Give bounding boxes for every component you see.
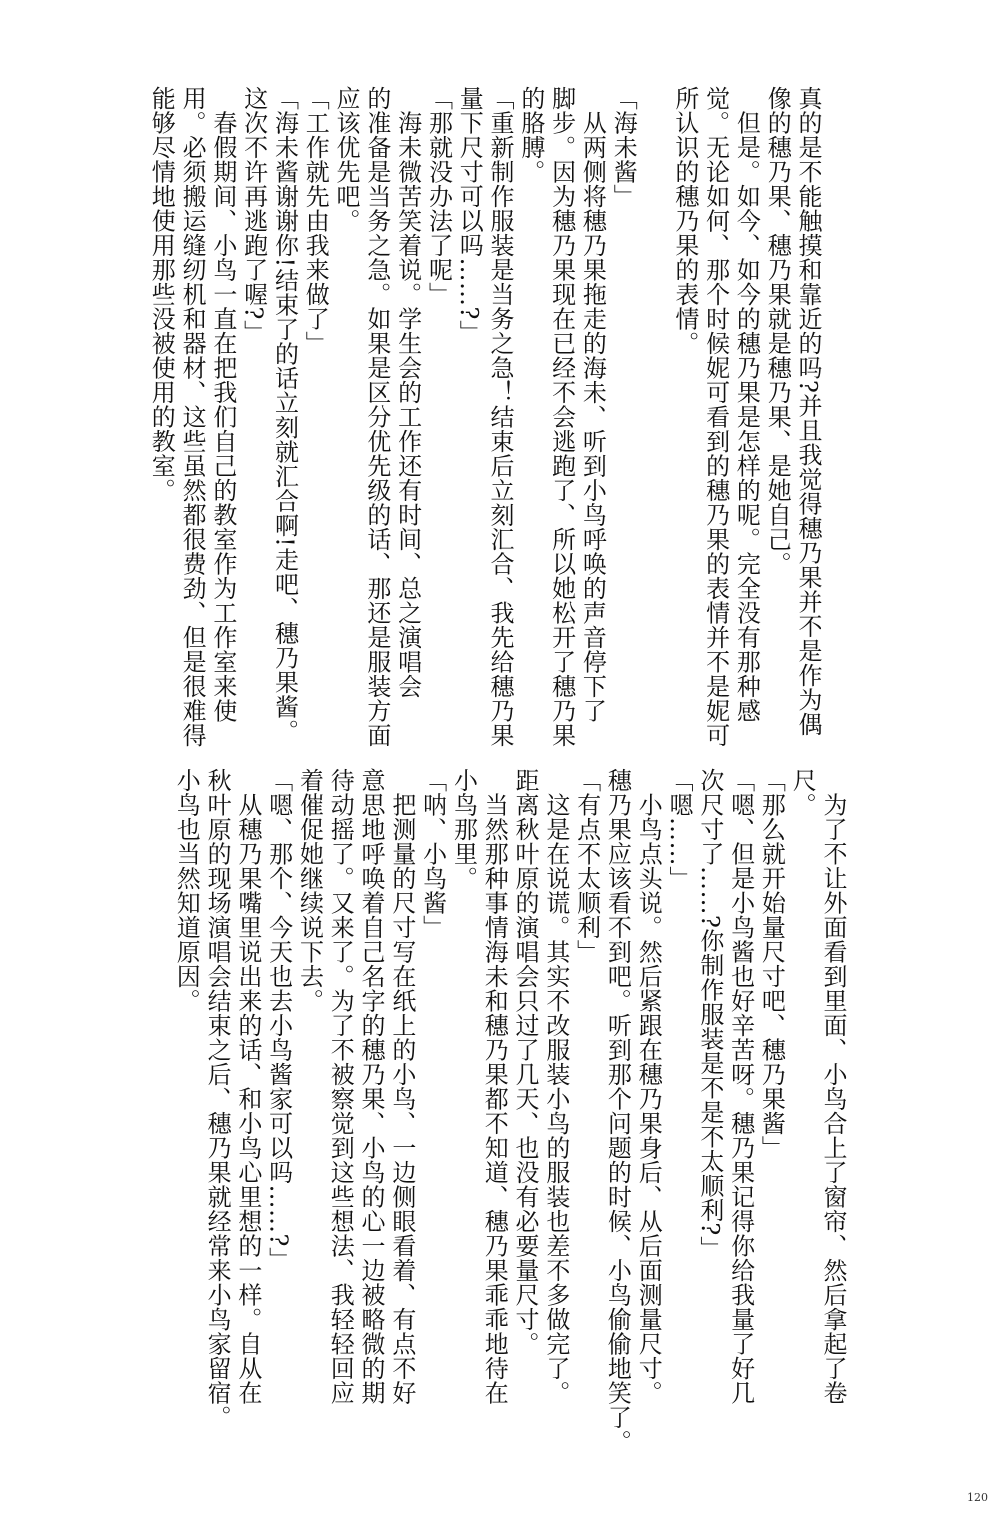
text-line: 秋叶原的现场演唱会结束之后、穗乃果就经常来小鸟家留宿。: [203, 768, 232, 1430]
text-line: 尺。: [788, 768, 817, 817]
text-line: 待动摇了。又来了。为了不被察觉到这些想法、我轻轻回应: [326, 768, 355, 1405]
text-line: 穗乃果应该看不到吧。听到那个问题的时候、小鸟偷偷地笑了。: [603, 768, 632, 1454]
text-line: 海未微苦笑着说。学生会的工作还有时间、总之演唱会: [393, 86, 422, 699]
text-line: 这是在说谎。其实不改服装小鸟的服装也差不多做完了。: [541, 768, 570, 1405]
text-line: [638, 86, 669, 726]
text-line: 着催促她继续说下去。: [295, 768, 324, 1013]
text-line: 为了不让外面看到里面、小鸟合上了窗帘、然后拿起了卷: [819, 768, 847, 1405]
text-line: 从两侧将穗乃果拖走的海未、听到小鸟呼唤的声音停下了: [578, 86, 607, 723]
text-line: 「有点不太顺利」: [572, 768, 601, 964]
text-line: 把测量的尺寸写在纸上的小鸟、一边侧眼看着、有点不好: [387, 768, 416, 1405]
page-number: 120: [967, 1491, 988, 1504]
text-line: 「工作就先由我来做了」: [301, 86, 330, 356]
text-line: 「重新制作服装是当务之急！结束后立刻汇合、我先给穗乃果: [486, 86, 515, 748]
text-line: 的准备是当务之急。如果是区分优先级的话、那还是服装方面: [362, 86, 391, 748]
text-line: 脚步。因为穗乃果现在已经不会逃跑了、所以她松开了穗乃果: [547, 86, 576, 748]
bottom-text-block: [170, 768, 848, 1454]
top-text-block: [145, 86, 823, 748]
text-line: 但是。如今、如今的穗乃果是怎样的呢。完全没有那种感: [732, 86, 761, 723]
text-line: 「海未酱谢谢你!结束了的话立刻就汇合啊!走吧、穗乃果酱。: [270, 86, 299, 744]
text-line: 「嗯……」: [665, 768, 694, 891]
text-line: 距离秋叶原的演唱会只过了几天、也没有必要量尺寸。: [511, 768, 540, 1356]
text-line: 次尺寸了……?你制作服装是不是不太顺利?」: [695, 768, 724, 1261]
text-line: 当然那种事情海未和穗乃果都不知道、穗乃果乖乖地待在: [480, 768, 509, 1405]
text-line: 「那就没办法了呢」: [424, 86, 453, 307]
text-line: 觉。无论如何、那个时候妮可看到的穗乃果的表情并不是妮可: [701, 86, 730, 748]
text-line: 真的是不能触摸和靠近的吗?并且我觉得穗乃果并不是作为偶: [794, 86, 822, 737]
text-line: 小鸟点头说。然后紧跟在穗乃果身后、从后面测量尺寸。: [634, 768, 663, 1405]
text-line: 能够尽情地使用那些没被使用的教室。: [147, 86, 176, 503]
text-line: 应该优先吧。: [332, 86, 361, 233]
text-line: 像的穗乃果、穗乃果就是穗乃果、是她自己。: [763, 86, 792, 576]
text-line: 所认识的穗乃果的表情。: [670, 86, 699, 356]
text-line: 小鸟也当然知道原因。: [172, 768, 201, 1013]
text-line: 小鸟那里。: [449, 768, 478, 891]
text-line: 量下尺寸可以吗……?」: [455, 86, 484, 345]
text-line: 用。必须搬运缝纫机和器材、这些虽然都很费劲、但是很难得: [178, 86, 207, 748]
text-line: 这次不许再逃跑了喔?」: [239, 86, 268, 345]
text-line: 「嗯、但是小鸟酱也好辛苦呀。穗乃果记得你给我量了好几: [726, 768, 755, 1405]
text-line: 从穗乃果嘴里说出来的话、和小鸟心里想的一样。自从在: [233, 768, 262, 1405]
text-line: 意思地呼唤着自己名字的穗乃果、小鸟的心一边被略微的期: [357, 768, 386, 1405]
text-line: 「嗯、那个、今天也去小鸟酱家可以吗……?」: [264, 768, 293, 1272]
text-line: 春假期间、小鸟一直在把我们自己的教室作为工作室来使: [208, 86, 237, 723]
text-line: 「那么就开始量尺寸吧、穗乃果酱」: [757, 768, 786, 1160]
text-line: 「呐、小鸟酱」: [418, 768, 447, 940]
text-line: 的胳膊。: [516, 86, 545, 184]
text-line: 「海未酱」: [609, 86, 638, 209]
